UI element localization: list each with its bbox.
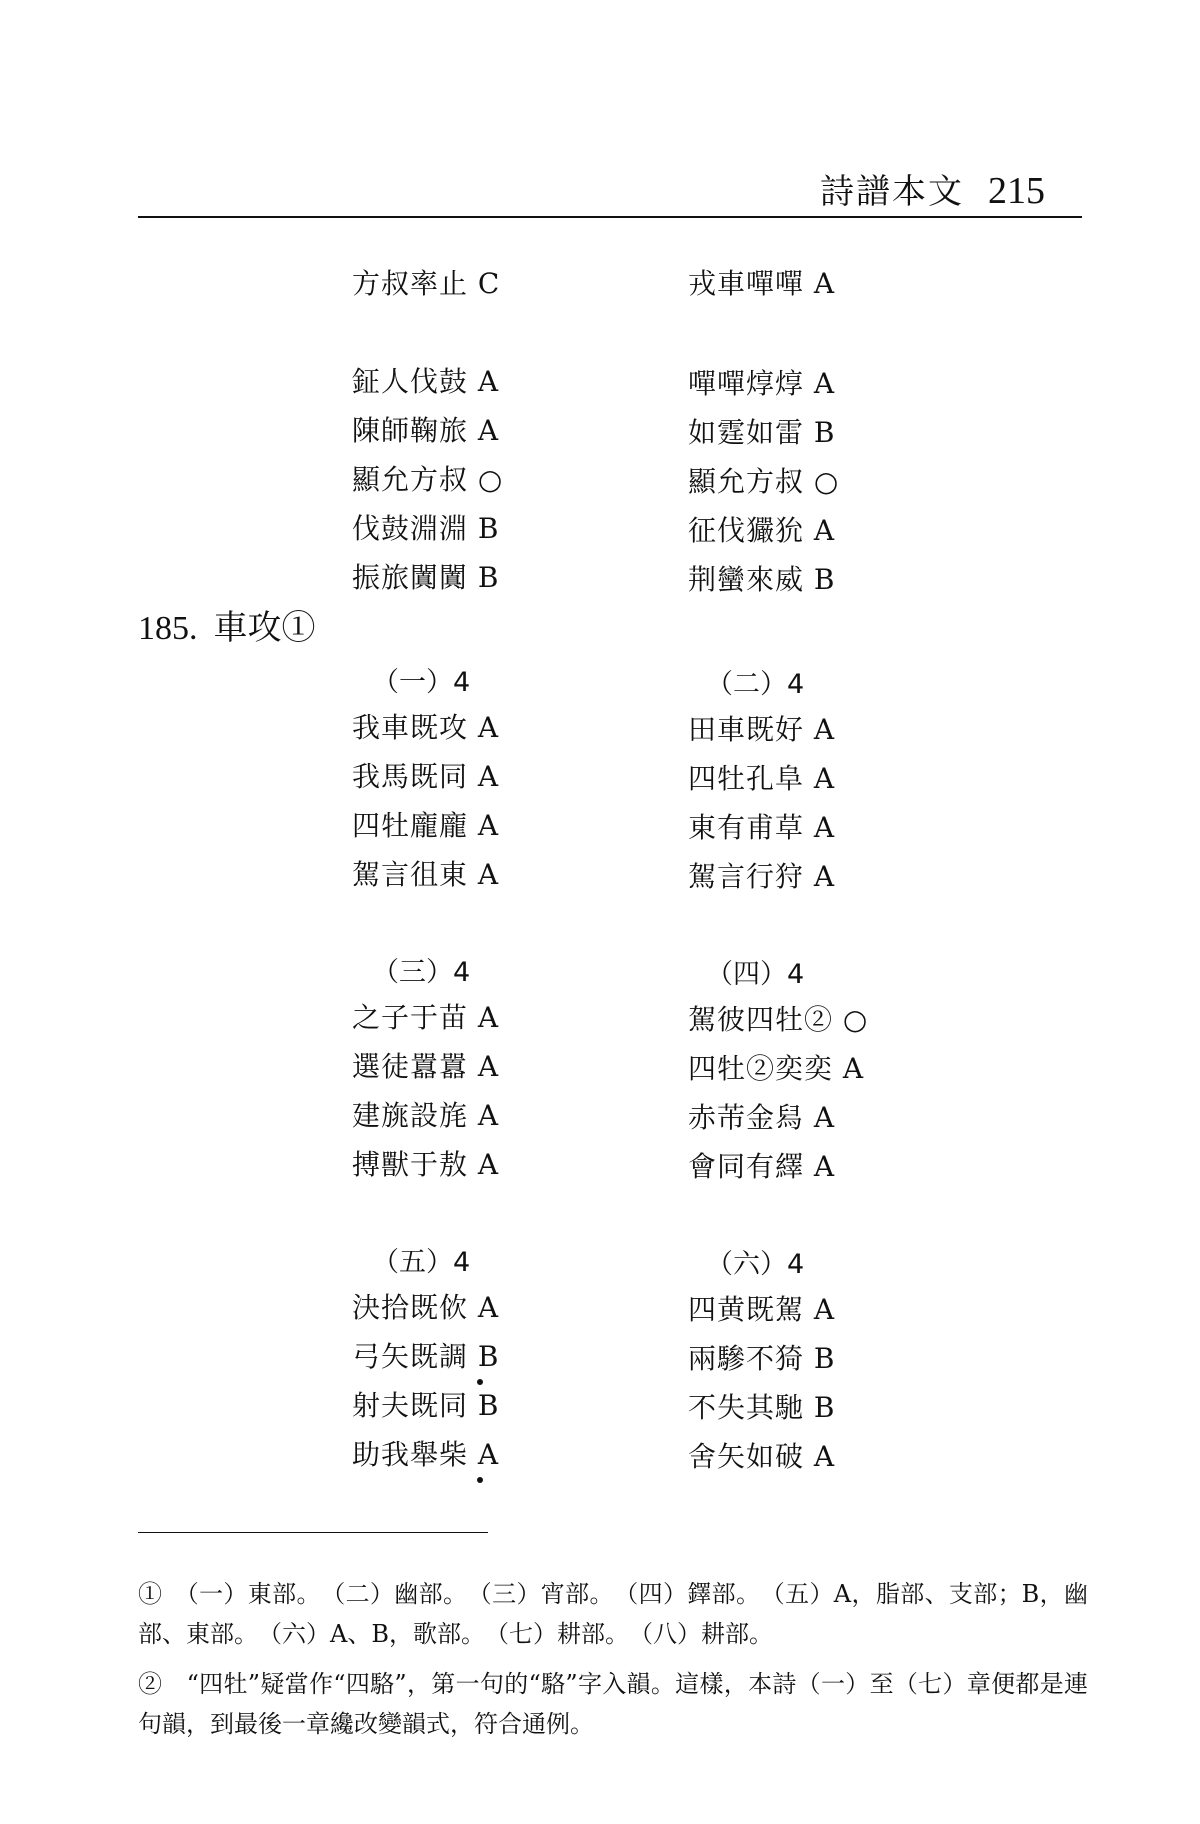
verse-line: 振旅闐闐 B [352, 561, 500, 594]
verse-line: 四牡龐龐 A [352, 809, 500, 842]
verse-line: 會同有繹 A [688, 1150, 836, 1183]
stanza-label: （三）4 [372, 957, 471, 988]
poem-heading [138, 600, 316, 649]
stanza-label: （二）4 [706, 669, 805, 700]
header-rule [138, 216, 1082, 218]
verse-line: 四牡孔阜 A [688, 762, 836, 795]
verse-line: 射夫既同 B [352, 1389, 500, 1422]
emphasis-dot [477, 1379, 483, 1385]
verse-line: 搏獸于敖 A [352, 1148, 500, 1181]
verse-line: 戎車嘽嘽 A [688, 267, 836, 300]
verse-line: 如霆如雷 B [688, 416, 836, 449]
poem-title: 車攻① [213, 608, 316, 648]
verse-line: 顯允方叔 ○ [688, 465, 840, 498]
stanza-label: （六）4 [706, 1249, 805, 1280]
footnote-rule [138, 1532, 488, 1533]
poem-number: 185. [138, 610, 198, 647]
verse-line: 田車既好 A [688, 713, 836, 746]
verse-line: 選徒囂囂 A [352, 1050, 500, 1083]
verse-line: 顯允方叔 ○ [352, 463, 504, 496]
verse-line: 駕言徂東 A [352, 858, 500, 891]
verse-line: 我車既攻 A [352, 711, 500, 744]
verse-line: 之子于苗 A [352, 1001, 500, 1034]
emphasis-dot [477, 1477, 483, 1483]
stanza-label: （四）4 [706, 959, 805, 990]
verse-line: 嘽嘽焞焞 A [688, 367, 836, 400]
verse-line: 陳師鞠旅 A [352, 414, 500, 447]
verse-line: 助我舉柴 A [352, 1438, 500, 1471]
verse-line: 荆蠻來威 B [688, 563, 836, 596]
verse-line: 建旐設旄 A [352, 1099, 500, 1132]
footnote-2: ② “四牡”疑當作“四駱”，第一句的“駱”字入韻。這樣，本詩（一）至（七）章便都是連句韻，到最後一章纔改變韻式，符合通例。 [138, 1670, 1088, 1738]
verse-line: 四牡②奕奕 A [688, 1052, 865, 1085]
verse-line: 四黄既駕 A [688, 1293, 836, 1326]
running-header [820, 164, 1045, 213]
page-number: 215 [988, 170, 1045, 212]
verse-line: 不失其馳 B [688, 1391, 836, 1424]
verse-line: 赤芾金舄 A [688, 1101, 836, 1134]
verse-line: 東有甫草 A [688, 811, 836, 844]
verse-line: 弓矢既調 B [352, 1340, 500, 1373]
stanza-label: （一）4 [372, 667, 471, 698]
verse-line: 駕彼四牡② ○ [688, 1003, 869, 1036]
verse-line: 伐鼓淵淵 B [352, 512, 500, 545]
verse-line: 我馬既同 A [352, 760, 500, 793]
header-title: 詩譜本文 [820, 172, 964, 212]
verse-line: 方叔率止 C [352, 267, 501, 300]
verse-line: 決拾既佽 A [352, 1291, 500, 1324]
verse-line: 兩驂不猗 B [688, 1342, 836, 1375]
verse-line: 鉦人伐鼓 A [352, 365, 500, 398]
stanza-label: （五）4 [372, 1247, 471, 1278]
verse-line: 舍矢如破 A [688, 1440, 836, 1473]
verse-line: 征伐玁狁 A [688, 514, 836, 547]
verse-line: 駕言行狩 A [688, 860, 836, 893]
footnote-1: ① （一）東部。 （二）幽部。 （三）宵部。 （四）鐸部。 （五）A，脂部、支部；B，幽部、東部。 （六）A、B，歌部。 （七）耕部。 （八）耕部。 [138, 1580, 1088, 1648]
